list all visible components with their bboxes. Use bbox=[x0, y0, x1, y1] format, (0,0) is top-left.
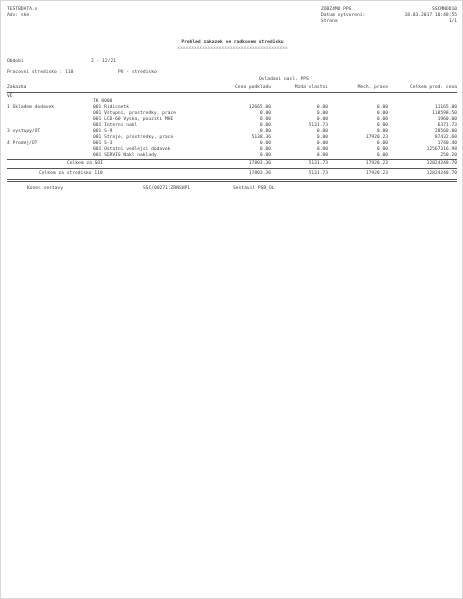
row-value: 0.00 bbox=[316, 141, 328, 146]
row-value: 12567316.98 bbox=[426, 147, 457, 152]
row-value: 0.00 bbox=[316, 111, 328, 116]
row-value: 6371.73 bbox=[437, 123, 457, 128]
row-item-label: 001 Ostatni vedlejsi dodavek bbox=[93, 147, 171, 152]
row-value: 0.00 bbox=[316, 117, 328, 122]
row-item-label: 001 SERVIS Nakl naklady bbox=[93, 153, 157, 158]
row-value: 1960.00 bbox=[437, 117, 457, 122]
col-header-mech-work: Mech. prace bbox=[357, 85, 388, 90]
footer-note: Sestavil PSB_OL bbox=[233, 186, 275, 191]
row-value: 11165.00 bbox=[434, 105, 457, 110]
report-title-underline: xxxxxxxxxxxxxxxxxxxxxxxxxxxxxxxxxxxxxxxx bbox=[177, 46, 288, 51]
footer-label: Konec sestavy bbox=[27, 186, 63, 191]
page-label: Strana bbox=[321, 19, 338, 24]
row-item-label: 001 S-9 bbox=[93, 129, 113, 134]
row-group-label: 1 Skladem dodavek bbox=[7, 105, 55, 110]
row-value: 0.00 bbox=[376, 153, 388, 158]
row-value: 0.00 bbox=[259, 129, 271, 134]
total-center-value: 5131.73 bbox=[308, 171, 328, 176]
row-value: 0.00 bbox=[376, 129, 388, 134]
total-center-value: 17920.23 bbox=[365, 171, 388, 176]
group-header: Ovladani nasl. PPS bbox=[259, 77, 309, 82]
row-value: 0.00 bbox=[259, 123, 271, 128]
total-center-value: 17803.36 bbox=[248, 171, 271, 176]
row-value: 0.00 bbox=[316, 105, 328, 110]
row-value: 0.00 bbox=[259, 111, 271, 116]
row-value: 118598.50 bbox=[432, 111, 457, 116]
row-value: 0.00 bbox=[376, 111, 388, 116]
row-item-label: 001 Interni nakl bbox=[93, 123, 138, 128]
total-soi-value: 12824248.70 bbox=[426, 161, 457, 166]
row-value: 0.00 bbox=[376, 105, 388, 110]
total-rule bbox=[7, 168, 457, 169]
row-value: 28560.00 bbox=[434, 129, 457, 134]
row-value: 0.00 bbox=[316, 153, 328, 158]
report-code: ZOBZ4MO PPS bbox=[321, 7, 352, 12]
final-rule bbox=[7, 179, 457, 182]
row-value: 87432.60 bbox=[434, 135, 457, 140]
row-group-label: 3 vystupy/OT bbox=[7, 129, 41, 134]
col-header-wages: Mzda vlastni bbox=[294, 85, 328, 90]
report-title: Prehled zakazek ve radkovem stredisku bbox=[181, 40, 284, 45]
row-group-label: 4 Prodej/OT bbox=[7, 141, 38, 146]
total-soi-value: 5131.73 bbox=[308, 161, 328, 166]
total-soi-value: 17920.23 bbox=[365, 161, 388, 166]
row-value: 5138.36 bbox=[251, 135, 271, 140]
row-value: 0.00 bbox=[376, 117, 388, 122]
total-center-label: Celkem za stredisko 110 bbox=[39, 171, 103, 176]
company-line1: TESTBDATA.s bbox=[7, 7, 38, 12]
row-value: 0.00 bbox=[376, 123, 388, 128]
footer-code: SSC/00271:ZRNSHP1 bbox=[143, 186, 191, 191]
row-value: 0.00 bbox=[259, 141, 271, 146]
row-item-label: 001 S-3 bbox=[93, 141, 113, 146]
center-label: Pracovni stredisko : 110 bbox=[7, 70, 74, 75]
period-label: Obdobi bbox=[7, 59, 24, 64]
total-soi-value: 17803.36 bbox=[248, 161, 271, 166]
row-value: 0.00 bbox=[259, 153, 271, 158]
print-datetime: 18.03.2017 10:48:55 bbox=[404, 13, 457, 18]
company-line2: Adv: ske bbox=[7, 13, 30, 18]
col-header-total: Celkem prod. cena bbox=[409, 85, 457, 90]
row-value: 0.00 bbox=[376, 147, 388, 152]
col-header-base-price: Cena podkladu bbox=[235, 85, 271, 90]
row-item-label: TK 8000 bbox=[93, 99, 113, 104]
report-id: SSCMNOD10 bbox=[432, 7, 457, 12]
row-value: 0.00 bbox=[259, 147, 271, 152]
row-value: 0.00 bbox=[316, 147, 328, 152]
row-value: 250.20 bbox=[440, 153, 457, 158]
row-value: 0.00 bbox=[259, 117, 271, 122]
page-value: 1/1 bbox=[448, 19, 457, 24]
col-header-order: Zakazka bbox=[7, 85, 27, 90]
row-value: 12665.00 bbox=[248, 105, 271, 110]
total-soi-label: Celkem za SOI bbox=[67, 161, 103, 166]
row-item-label: 001 Stroje, prostredky, prace bbox=[93, 135, 174, 140]
row-value: 1740.40 bbox=[437, 141, 457, 146]
center-value: PV - stredisko bbox=[118, 70, 157, 75]
row-value: 17920.23 bbox=[365, 135, 388, 140]
row-group-label: VE bbox=[7, 94, 13, 99]
row-value: 0.00 bbox=[316, 129, 328, 134]
total-center-value: 12824248.70 bbox=[426, 171, 457, 176]
print-label: Datum vytvoreni: bbox=[321, 13, 366, 18]
row-item-label: 001 Ridicnetk bbox=[93, 105, 129, 110]
subtotal-rule bbox=[7, 159, 457, 160]
row-item-label: 001 Vstupni, prostredky, prace bbox=[93, 111, 176, 116]
row-value: 0.00 bbox=[316, 135, 328, 140]
row-item-label: 001 LCD-60 Vyska, pouziti MHE bbox=[93, 117, 174, 122]
period-value: 2 - 12/21 bbox=[91, 59, 116, 64]
header-rule bbox=[7, 92, 457, 93]
row-value: 0.00 bbox=[376, 141, 388, 146]
row-value: 5131.73 bbox=[308, 123, 328, 128]
